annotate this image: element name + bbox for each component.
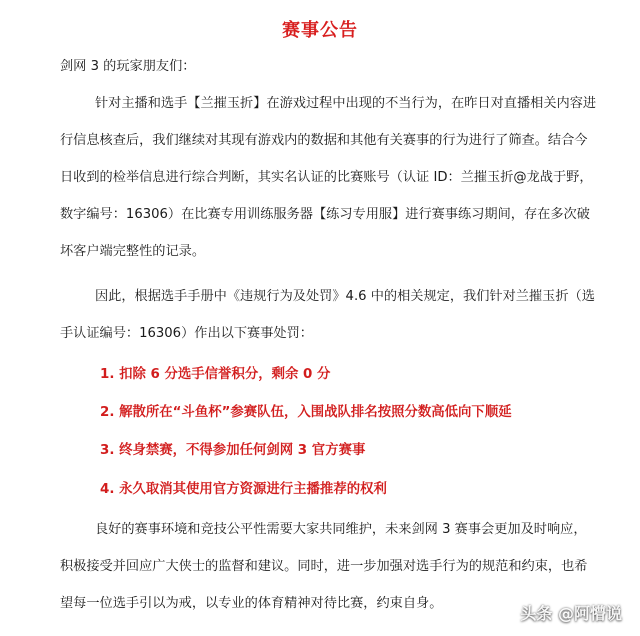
paragraph-1-line-5: 坏客户端完整性的记录。 — [60, 244, 206, 259]
page-title: 赛事公告 — [282, 20, 358, 41]
watermark-text: 头条 @阿懵说 — [520, 604, 622, 623]
penalty-item-1: 1. 扣除 6 分选手信誉积分，剩余 0 分 — [100, 367, 331, 382]
paragraph-1-line-1: 针对主播和选手【兰摧玉折】在游戏过程中出现的不当行为，在昨日对直播相关内容进 — [95, 96, 597, 111]
penalty-item-2: 2. 解散所在“斗鱼杯”参赛队伍，入围战队排名按照分数高低向下顺延 — [100, 405, 512, 420]
greeting: 剑网 3 的玩家朋友们： — [60, 59, 196, 74]
paragraph-1-line-2: 行信息核查后，我们继续对其现有游戏内的数据和其他有关赛事的行为进行了筛查。结合今 — [60, 133, 588, 148]
penalty-item-4: 4. 永久取消其使用官方资源进行主播推荐的权利 — [100, 482, 387, 497]
toutiao-watermark — [520, 601, 622, 624]
paragraph-3-line-2: 积极接受并回应广大侠士的监督和建议。同时，进一步加强对选手行为的规范和约束，也希 — [60, 559, 588, 574]
paragraph-2-line-1: 因此，根据选手手册中《违规行为及处罚》4.6 中的相关规定，我们针对兰摧玉折（选 — [95, 289, 595, 304]
paragraph-3-line-3: 望每一位选手引以为戒，以专业的体育精神对待比赛，约束自身。 — [60, 596, 443, 611]
paragraph-3-line-1: 良好的赛事环境和竞技公平性需要大家共同维护，未来剑网 3 赛事会更加及时响应， — [95, 522, 587, 537]
paragraph-1-line-4: 数字编号：16306）在比赛专用训练服务器【练习专用服】进行赛事练习期间，存在多次破 — [60, 207, 590, 222]
paragraph-1-line-3: 日收到的检举信息进行综合判断，其实名认证的比赛账号（认证 ID：兰摧玉折@龙战于野， — [60, 170, 593, 185]
penalty-item-3: 3. 终身禁赛，不得参加任何剑网 3 官方赛事 — [100, 443, 366, 458]
paragraph-2-line-2: 手认证编号：16306）作出以下赛事处罚： — [60, 326, 313, 341]
